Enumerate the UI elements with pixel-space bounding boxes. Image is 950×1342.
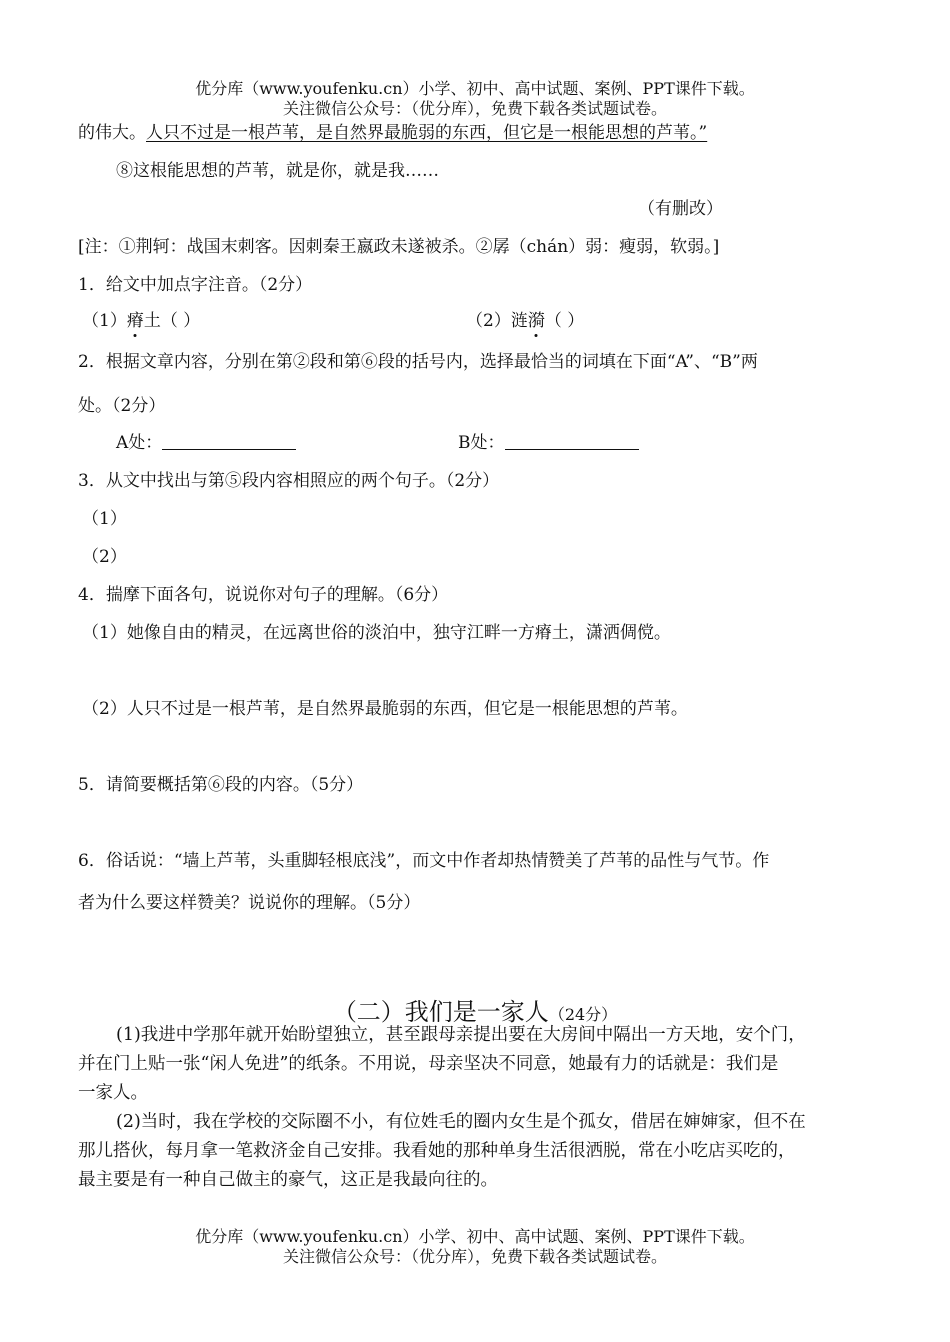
item-prefix: （2）涟 bbox=[466, 311, 528, 331]
passage-continuation bbox=[78, 122, 707, 144]
underlined-quote: 人只不过是一根芦苇，是自然界最脆弱的东西，但它是一根能思想的芦苇。” bbox=[146, 123, 708, 143]
section-2-para-2-line-2: 那儿搭伙，每月拿一笔救济金自己安排。我看她的那种单身生活很洒脱，常在小吃店买吃的， bbox=[78, 1141, 796, 1161]
footer-line-1: 优分库（www.youfenku.cn）小学、初中、高中试题、案例、PPT课件下载。 bbox=[195, 1227, 755, 1246]
question-1-item-1 bbox=[82, 310, 200, 332]
answer-a-label: A处： bbox=[116, 433, 163, 453]
dotted-char: 漪 bbox=[527, 311, 545, 331]
section-score: （24分） bbox=[548, 1005, 618, 1024]
section-2-para-1-line-2: 并在门上贴一张“闲人免进”的纸条。不用说，母亲坚决不同意，她最有力的话就是：我们是 bbox=[78, 1054, 779, 1074]
answer-b-label: B处： bbox=[458, 433, 505, 453]
annotation-note: [注：①荆轲：战国末刺客。因刺秦王嬴政未遂被杀。②孱（chán）弱：瘦弱，软弱。] bbox=[78, 237, 720, 257]
question-3: 3．从文中找出与第⑤段内容相照应的两个句子。（2分） bbox=[78, 471, 500, 491]
section-2-para-2-line-1: (2)当时，我在学校的交际圈不小，有位姓毛的圈内女生是个孤女，借居在婶婶家，但不在 bbox=[116, 1112, 806, 1132]
footer-line-2: 关注微信公众号：（优分库），免费下载各类试题试卷。 bbox=[282, 1247, 667, 1266]
question-2-line-2: 处。（2分） bbox=[78, 396, 166, 416]
question-4: 4．揣摩下面各句，说说你对句子的理解。（6分） bbox=[78, 585, 449, 605]
source-note: （有删改） bbox=[638, 199, 723, 219]
question-3-item-2: （2） bbox=[82, 547, 127, 567]
section-2-para-1-line-3: 一家人。 bbox=[78, 1083, 148, 1103]
answer-b bbox=[458, 432, 639, 454]
question-4-item-2: （2）人只不过是一根芦苇，是自然界最脆弱的东西，但它是一根能思想的芦苇。 bbox=[82, 699, 688, 719]
answer-b-blank[interactable] bbox=[505, 433, 639, 450]
answer-a bbox=[116, 432, 296, 454]
section-2-para-1-line-1: (1)我进中学那年就开始盼望独立，甚至跟母亲提出要在大房间中隔出一方天地，安个门， bbox=[116, 1025, 806, 1045]
section-title-text: （二）我们是一家人 bbox=[332, 998, 549, 1026]
question-1-item-2 bbox=[466, 310, 584, 332]
answer-a-blank[interactable] bbox=[162, 433, 296, 450]
question-6-line-1: 6．俗话说：“墙上芦苇，头重脚轻根底浅”，而文中作者却热情赞美了芦苇的品性与气节。作 bbox=[78, 851, 770, 871]
question-4-item-1: （1）她像自由的精灵，在远离世俗的淡泊中，独守江畔一方瘠土，潇洒倜傥。 bbox=[82, 623, 671, 643]
header-line-2: 关注微信公众号：（优分库），免费下载各类试题试卷。 bbox=[282, 99, 667, 118]
question-2-line-1: 2．根据文章内容，分别在第②段和第⑥段的括号内，选择最恰当的词填在下面“A”、“B”两 bbox=[78, 352, 758, 372]
question-5: 5．请简要概括第⑥段的内容。（5分） bbox=[78, 775, 364, 795]
item-blank: （ ） bbox=[544, 311, 585, 331]
item-blank: 土（ ） bbox=[143, 311, 201, 331]
dotted-char: 瘠 bbox=[126, 311, 144, 331]
passage-text: 的伟大。 bbox=[78, 123, 146, 143]
header-line-1: 优分库（www.youfenku.cn）小学、初中、高中试题、案例、PPT课件下载。 bbox=[195, 79, 755, 98]
item-prefix: （1） bbox=[82, 311, 127, 331]
paragraph-8: ⑧这根能思想的芦苇，就是你，就是我…… bbox=[116, 161, 439, 181]
question-1: 1．给文中加点字注音。（2分） bbox=[78, 275, 313, 295]
question-3-item-1: （1） bbox=[82, 509, 127, 529]
question-6-line-2: 者为什么要这样赞美？说说你的理解。（5分） bbox=[78, 893, 421, 913]
section-2-para-2-line-3: 最主要是有一种自己做主的豪气，这正是我最向往的。 bbox=[78, 1170, 498, 1190]
